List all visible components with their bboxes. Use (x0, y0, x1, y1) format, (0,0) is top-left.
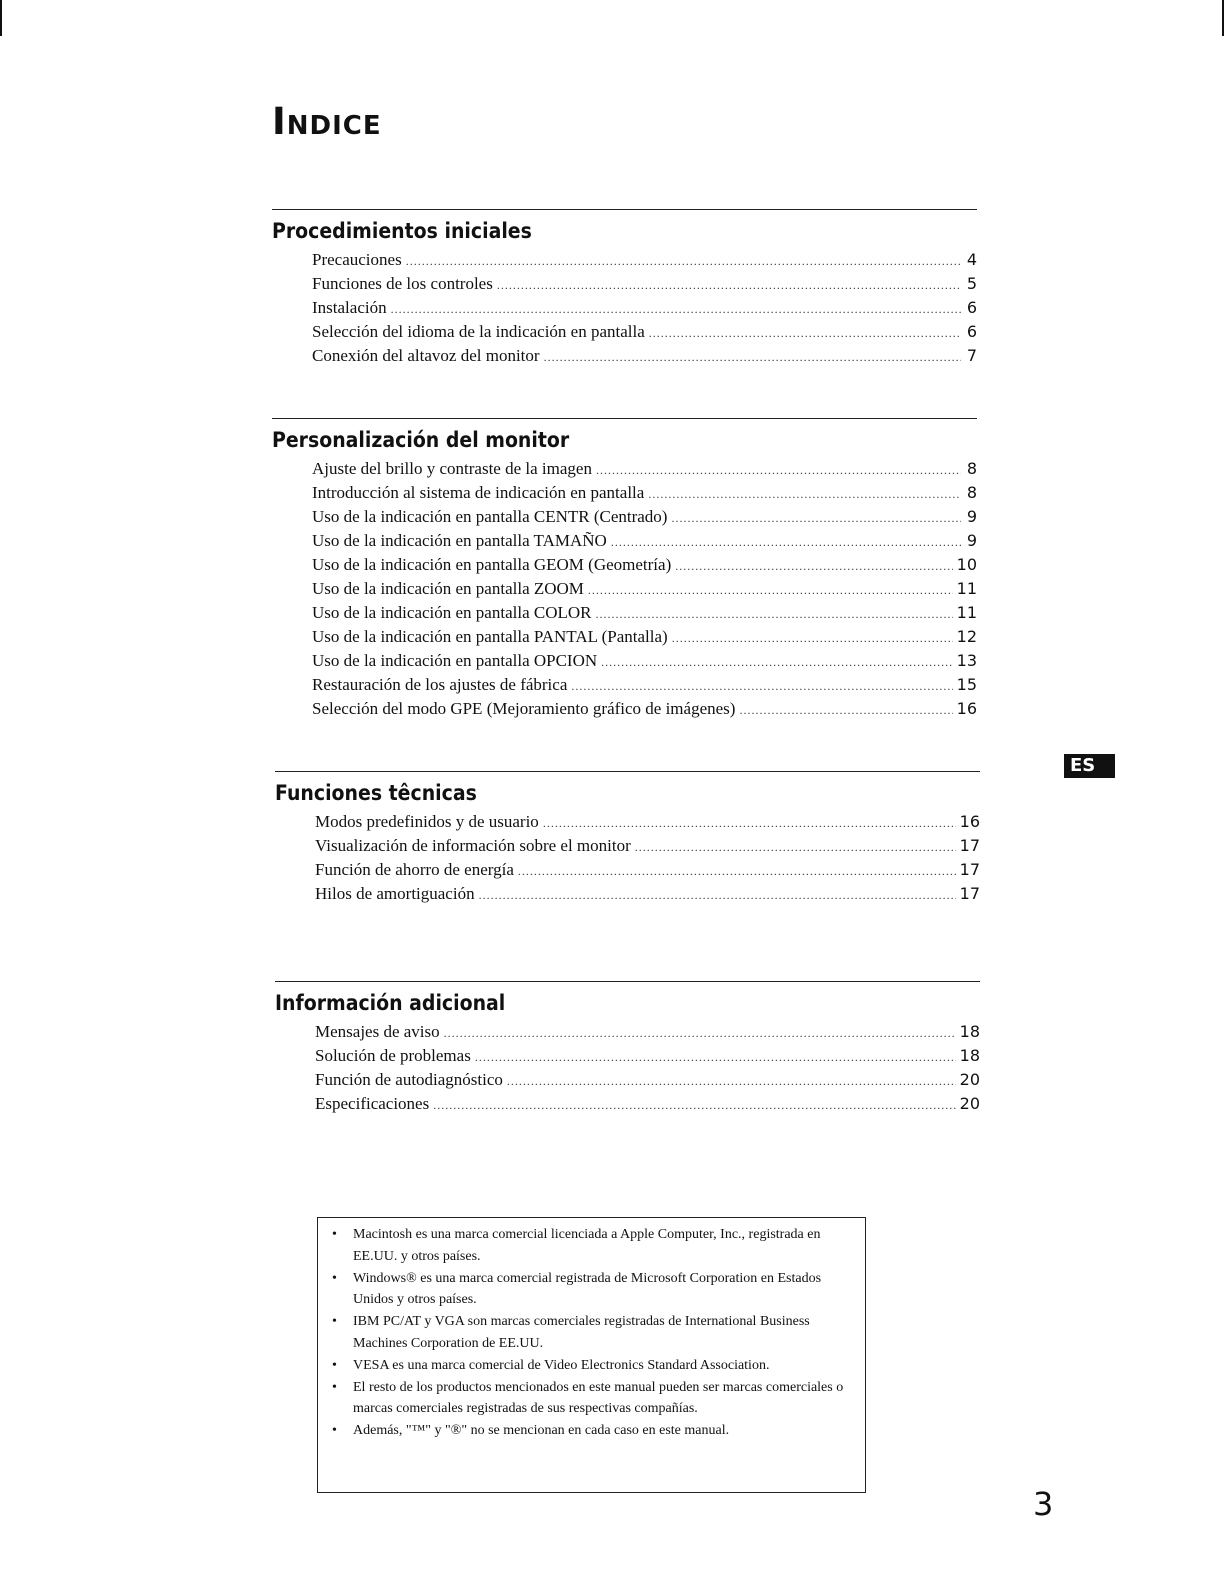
toc-entry-title: Precauciones (312, 250, 402, 269)
toc-entry[interactable] (315, 834, 980, 858)
toc-entry-page: 9 (966, 531, 977, 550)
trademark-note: • Además, "™" y "®" no se mencionan en cada caso en este manual. (332, 1420, 855, 1442)
toc-entry[interactable] (312, 320, 977, 344)
toc-entry[interactable] (312, 601, 977, 625)
toc-entry-page: 8 (966, 459, 977, 478)
toc-entry[interactable] (315, 882, 980, 906)
toc-entry-page: 6 (966, 298, 977, 317)
trademark-note: • IBM PC/AT y VGA son marcas comerciales registradas de International Business Machines Corporation de EE.UU. (332, 1311, 855, 1355)
toc-entry-title: Conexión del altavoz del monitor (312, 346, 540, 365)
toc-entry[interactable] (312, 529, 977, 553)
toc-entry-title: Uso de la indicación en pantalla CENTR (Centrado) (312, 507, 668, 526)
toc-entry-page: 18 (959, 1046, 980, 1065)
section-heading: Procedimientos iniciales (272, 219, 532, 243)
toc-entry-page: 16 (959, 812, 980, 831)
section-rule (275, 981, 980, 982)
dot-leader (671, 506, 961, 530)
trademark-note: • Macintosh es una marca comercial licenciada a Apple Computer, Inc., registrada en EE.UU. y otros países. (332, 1224, 855, 1268)
dot-leader (739, 698, 952, 722)
toc-entry-title: Visualización de información sobre el monitor (315, 836, 631, 855)
trademark-notes-box (317, 1217, 866, 1493)
toc-entry-title: Especificaciones (315, 1094, 430, 1113)
toc-entry-title: Mensajes de aviso (315, 1022, 440, 1041)
dot-leader (601, 650, 952, 674)
dot-leader (675, 554, 952, 578)
toc-entry-page: 5 (966, 274, 977, 293)
trademark-notes-list (332, 1224, 855, 1442)
toc-entry[interactable] (312, 344, 977, 368)
toc-entry[interactable] (312, 248, 977, 272)
toc-entry[interactable] (312, 481, 977, 505)
toc-entry-page: 12 (956, 627, 977, 646)
toc-entry-page: 13 (956, 651, 977, 670)
dot-leader (475, 1045, 956, 1069)
trademark-note: • Windows® es una marca comercial registrada de Microsoft Corporation en Estados Unidos y otros países. (332, 1268, 855, 1312)
dot-leader (544, 345, 961, 369)
toc-entry-title: Solución de problemas (315, 1046, 471, 1065)
language-badge: ES (1064, 754, 1115, 778)
toc-entry-page: 11 (956, 603, 977, 622)
left-crop-mark (0, 0, 2, 36)
toc-entry-title: Instalación (312, 298, 387, 317)
toc-section-procedimientos-iniciales (272, 209, 977, 368)
toc-entry[interactable] (315, 1092, 980, 1116)
dot-leader (479, 883, 956, 907)
toc-entry-title: Selección del modo GPE (Mejoramiento gráfico de imágenes) (312, 699, 736, 718)
toc-entry[interactable] (315, 1044, 980, 1068)
dot-leader (433, 1093, 955, 1117)
toc-entry-title: Hilos de amortiguación (315, 884, 475, 903)
toc-list (315, 810, 980, 906)
toc-entry[interactable] (315, 858, 980, 882)
dot-leader (635, 835, 956, 859)
toc-entry-page: 10 (956, 555, 977, 574)
toc-entry-title: Modos predefinidos y de usuario (315, 812, 539, 831)
toc-entry-title: Uso de la indicación en pantalla COLOR (312, 603, 592, 622)
toc-entry[interactable] (312, 673, 977, 697)
toc-section-funciones-tecnicas (275, 771, 980, 906)
toc-entry[interactable] (312, 296, 977, 320)
toc-entry-title: Uso de la indicación en pantalla GEOM (Geometría) (312, 555, 672, 574)
dot-leader (595, 602, 952, 626)
toc-entry-title: Función de autodiagnóstico (315, 1070, 503, 1089)
toc-entry[interactable] (312, 625, 977, 649)
toc-entry-title: Uso de la indicación en pantalla OPCION (312, 651, 598, 670)
toc-entry[interactable] (315, 1068, 980, 1092)
toc-entry-page: 11 (956, 579, 977, 598)
dot-leader (406, 249, 961, 273)
section-heading: Funciones têcnicas (275, 781, 477, 805)
toc-section-informacion-adicional (275, 981, 980, 1116)
page-title: Indice (272, 100, 382, 143)
dot-leader (611, 530, 961, 554)
toc-entry-page: 16 (956, 699, 977, 718)
dot-leader (543, 811, 956, 835)
toc-entry[interactable] (312, 505, 977, 529)
section-heading: Información adicional (275, 991, 506, 1015)
toc-entry-page: 8 (966, 483, 977, 502)
dot-leader (497, 273, 961, 297)
toc-section-personalizacion-del-monitor (272, 418, 977, 721)
trademark-note: • El resto de los productos mencionados en este manual pueden ser marcas comerciales o marcas comerciales registradas de sus respectivas compañías. (332, 1377, 855, 1421)
dot-leader (649, 321, 961, 345)
toc-entry[interactable] (312, 577, 977, 601)
dot-leader (648, 482, 961, 506)
dot-leader (391, 297, 961, 321)
toc-entry-title: Funciones de los controles (312, 274, 493, 293)
toc-list (315, 1020, 980, 1116)
toc-entry[interactable] (312, 649, 977, 673)
toc-entry-page: 6 (966, 322, 977, 341)
toc-entry[interactable] (315, 810, 980, 834)
section-heading: Personalización del monitor (272, 428, 570, 452)
toc-entry-title: Uso de la indicación en pantalla PANTAL (Pantalla) (312, 627, 668, 646)
dot-leader (672, 626, 953, 650)
toc-entry[interactable] (312, 457, 977, 481)
toc-entry-page: 17 (959, 884, 980, 903)
dot-leader (518, 859, 956, 883)
toc-entry[interactable] (312, 553, 977, 577)
toc-entry-page: 15 (956, 675, 977, 694)
toc-entry-title: Selección del idioma de la indicación en pantalla (312, 322, 645, 341)
section-rule (272, 209, 977, 210)
toc-entry-page: 20 (959, 1094, 980, 1113)
toc-entry-page: 4 (966, 250, 977, 269)
toc-list (312, 248, 977, 368)
toc-entry-page: 17 (959, 860, 980, 879)
toc-entry-page: 18 (959, 1022, 980, 1041)
toc-entry-page: 17 (959, 836, 980, 855)
toc-entry-title: Uso de la indicación en pantalla ZOOM (312, 579, 584, 598)
toc-entry-title: Función de ahorro de energía (315, 860, 514, 879)
toc-entry-page: 9 (966, 507, 977, 526)
section-rule (272, 418, 977, 419)
toc-entry-title: Introducción al sistema de indicación en pantalla (312, 483, 645, 502)
dot-leader (596, 458, 961, 482)
toc-list (312, 457, 977, 721)
toc-entry-title: Uso de la indicación en pantalla TAMAÑO (312, 531, 607, 550)
dot-leader (571, 674, 952, 698)
toc-entry[interactable] (312, 272, 977, 296)
dot-leader (444, 1021, 956, 1045)
right-crop-mark (1222, 0, 1224, 36)
page-number: 3 (1033, 1485, 1054, 1523)
toc-entry-title: Ajuste del brillo y contraste de la imagen (312, 459, 592, 478)
dot-leader (507, 1069, 956, 1093)
dot-leader (588, 578, 953, 602)
trademark-note: • VESA es una marca comercial de Video Electronics Standard Association. (332, 1355, 855, 1377)
toc-entry[interactable] (315, 1020, 980, 1044)
toc-entry[interactable] (312, 697, 977, 721)
section-rule (275, 771, 980, 772)
toc-entry-page: 20 (959, 1070, 980, 1089)
toc-entry-page: 7 (966, 346, 977, 365)
toc-entry-title: Restauración de los ajustes de fábrica (312, 675, 568, 694)
